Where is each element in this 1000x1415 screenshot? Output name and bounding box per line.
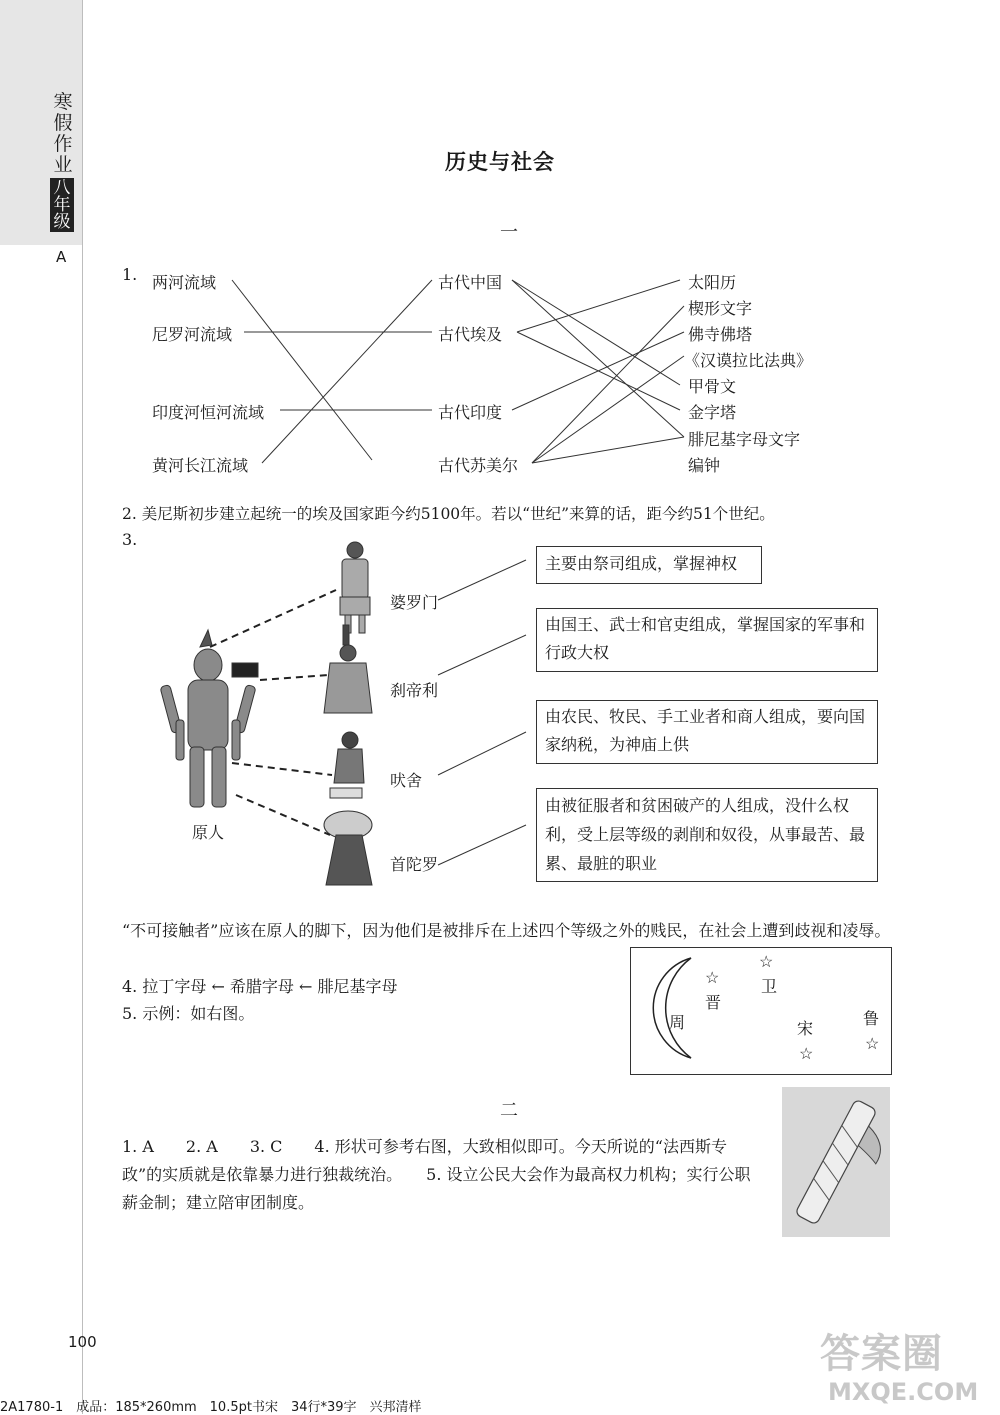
achievement-item: 楔形文字 [688, 299, 753, 318]
sidebar-char: 寒 [53, 91, 73, 113]
achievement-item: 金字塔 [688, 403, 737, 422]
page-title: 历史与社会 [445, 150, 555, 174]
grade-char: 级 [53, 212, 71, 232]
connector-line [438, 560, 526, 600]
grade-char: 八 [53, 178, 71, 198]
dashed-connector [236, 795, 330, 835]
page-number: 100 [68, 1333, 97, 1351]
sidebar-char: 作 [53, 133, 73, 155]
caste-label: 婆罗门 [390, 593, 439, 612]
brahmin-figure-icon [340, 542, 370, 633]
section-two-heading: 二 [500, 1100, 518, 1121]
connector-line [438, 635, 526, 675]
match-line [262, 280, 432, 463]
sidebar-char: 业 [53, 154, 73, 176]
q5-answer: 5. 示例：如右图。 [122, 1004, 255, 1023]
star-icon: ☆ [799, 1044, 814, 1063]
q3-note: “不可接触者”应该在原人的脚下，因为他们是被排斥在上述四个等级之外的贱民，在社会上遭到歧视和凌辱。 [122, 921, 891, 940]
caste-description-box: 由国王、武士和官吏组成，掌握国家的军事和行政大权 [536, 608, 878, 672]
civilization-item: 古代印度 [438, 403, 503, 422]
shudra-figure-icon [324, 811, 372, 885]
sidebar-char: 假 [53, 112, 73, 134]
watermark-logo: 答案圈 [820, 1331, 943, 1377]
watermark-url: MXQE.COM [828, 1378, 979, 1406]
match-line [512, 280, 684, 437]
q1-number: 1. [122, 265, 138, 284]
q3-number: 3. [122, 530, 138, 549]
map-state-lu: 鲁 [863, 1009, 880, 1028]
caste-box-connectors [430, 540, 540, 880]
region-item: 尼罗河流域 [152, 325, 233, 344]
achievement-item: 太阳历 [688, 273, 737, 292]
region-item: 两河流域 [152, 273, 217, 292]
caste-description-box: 主要由祭司组成，掌握神权 [536, 546, 762, 584]
fasces-image [782, 1087, 890, 1237]
star-icon: ☆ [705, 968, 720, 987]
section-two-answers: 1. A 2. A 3. C 4. 形状可参考右图，大致相似即可。今天所说的“法西斯专政”的实质就是依靠暴力进行独裁统治。 5. 设立公民大会作为最高权力机构；实行公职薪金制；建立陪审团制度。 [122, 1137, 751, 1212]
dashed-connector [210, 590, 336, 647]
vaishya-figure-icon [330, 732, 364, 798]
map-state-jin: 晋 [705, 993, 722, 1012]
civilization-item: 古代苏美尔 [438, 456, 519, 475]
q2-answer: 2. 美尼斯初步建立起统一的埃及国家距今约5100年。若以“世纪”来算的话，距今约51个世纪。 [122, 505, 775, 523]
grade-char: 年 [53, 195, 71, 215]
achievement-item: 佛寺佛塔 [688, 325, 753, 344]
dashed-connector [260, 675, 328, 680]
achievement-item: 《汉谟拉比法典》 [684, 351, 813, 370]
q1-connector-lines [0, 0, 1000, 520]
star-icon: ☆ [759, 952, 774, 971]
map-state-wei: 卫 [761, 977, 778, 996]
match-line [532, 437, 684, 463]
version-label: A [56, 248, 67, 266]
states-map [630, 947, 892, 1075]
match-line [517, 280, 680, 332]
caste-description-box: 由农民、牧民、手工业者和商人组成，要向国家纳税，为神庙上供 [536, 700, 878, 764]
achievement-item: 腓尼基字母文字 [688, 430, 801, 449]
map-state-zhou: 周 [669, 1013, 686, 1032]
map-state-song: 宋 [797, 1019, 814, 1038]
origin-figure-icon [160, 630, 258, 807]
section-one-heading: 一 [500, 222, 518, 243]
star-icon: ☆ [865, 1034, 880, 1053]
origin-label: 原人 [192, 823, 225, 842]
caste-label: 刹帝利 [390, 681, 439, 700]
caste-label: 吠舍 [390, 771, 423, 790]
match-line [532, 356, 684, 463]
region-item: 黄河长江流域 [152, 456, 249, 475]
q4-answer: 4. 拉丁字母 ← 希腊字母 ← 腓尼基字母 [122, 977, 398, 996]
print-info-footer: 2A1780-1 成品：185*260mm 10.5pt书宋 34行*39字 兴邦清样 [0, 1400, 422, 1415]
civilization-item: 古代中国 [438, 273, 503, 292]
region-item: 印度河恒河流域 [152, 403, 265, 422]
civilization-item: 古代埃及 [438, 325, 503, 344]
connector-line [438, 732, 526, 775]
connector-line [438, 825, 526, 865]
achievement-item: 甲骨文 [688, 377, 737, 396]
caste-label: 首陀罗 [390, 855, 439, 874]
dashed-connector [232, 763, 332, 775]
match-line [532, 306, 684, 463]
caste-description-box: 由被征服者和贫困破产的人组成，没什么权利，受上层等级的剥削和奴役，从事最苦、最累、最脏的职业 [536, 788, 878, 882]
match-line [232, 280, 372, 460]
achievement-item: 编钟 [688, 456, 721, 475]
kshatriya-figure-icon [324, 625, 372, 713]
